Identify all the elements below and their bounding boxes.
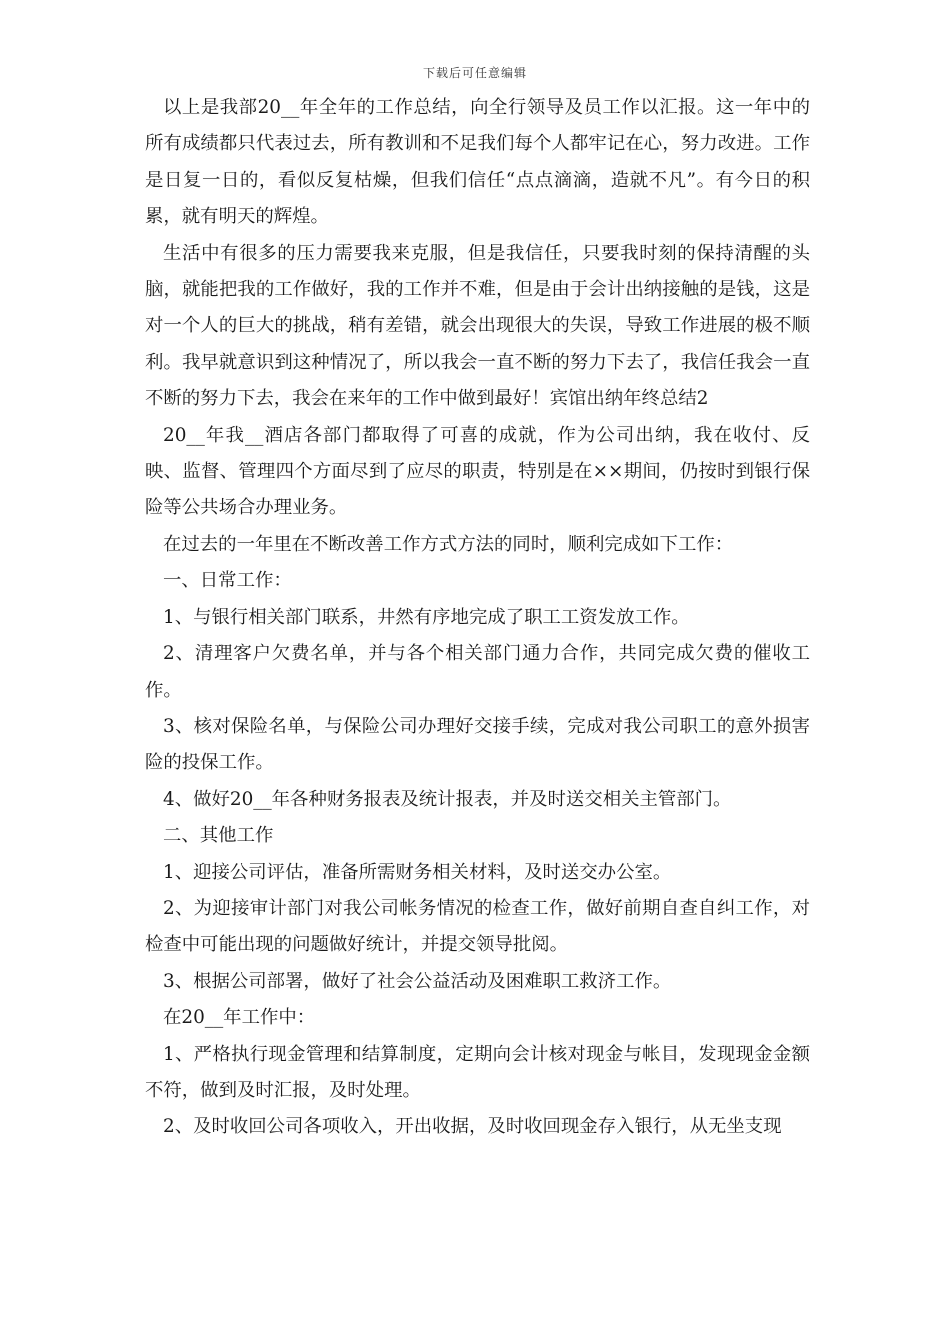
paragraph: 生活中有很多的压力需要我来克服，但是我信任，只要我时刻的保持清醒的头脑，就能把我的工作做好，我的工作并不难，但是由于会计出纳接触的是钱，这是对一个人的巨大的挑战，稍有差错，就会出现很大的失误，导致工作进展的极不顺利。我早就意识到这种情况了，所以我会一直不断的努力下去了，我信任我会一直不断的努力下去，我会在来年的工作中做到最好！宾馆出纳年终总结2 (145, 242, 810, 410)
list-item: 3、根据公司部署，做好了社会公益活动及困难职工救济工作。 (163, 970, 672, 992)
paragraph: 在过去的一年里在不断改善工作方式方法的同时，顺利完成如下工作： (163, 533, 734, 555)
paragraph: 20__年我__酒店各部门都取得了可喜的成就，作为公司出纳，我在收付、反映、监督、管理四个方面尽到了应尽的职责，特别是在××期间，仍按时到银行保险等公共场合办理业务。 (145, 424, 810, 519)
list-item: 4、做好20__年各种财务报表及统计报表，并及时送交相关主管部门。 (163, 788, 732, 810)
list-item: 1、与银行相关部门联系，井然有序地完成了职工工资发放工作。 (163, 606, 690, 628)
list-item: 1、迎接公司评估，准备所需财务相关材料，及时送交办公室。 (163, 861, 672, 883)
list-item: 1、严格执行现金管理和结算制度，定期向会计核对现金与帐目，发现现金金额不符，做到及时汇报，及时处理。 (145, 1043, 810, 1101)
paragraph: 以上是我部20__年全年的工作总结，向全行领导及员工作以汇报。这一年中的所有成绩都只代表过去，所有教训和不足我们每个人都牢记在心，努力改进。工作是日复一日的，看似反复枯燥，但我们信任“点点滴滴，造就不凡”。有今日的积累，就有明天的辉煌。 (145, 97, 810, 228)
list-item: 2、清理客户欠费名单，并与各个相关部门通力合作，共同完成欠费的催收工作。 (145, 643, 810, 701)
section-heading: 二、其他工作 (163, 825, 274, 847)
header-note: 下载后可任意编辑 (422, 66, 527, 80)
list-item: 2、为迎接审计部门对我公司帐务情况的检查工作，做好前期自查自纠工作，对检查中可能出现的问题做好统计，并提交领导批阅。 (145, 897, 810, 956)
list-item: 3、核对保险名单，与保险公司办理好交接手续，完成对我公司职工的意外损害险的投保工作。 (145, 715, 810, 774)
document-body (145, 90, 810, 1146)
section-heading: 一、日常工作： (163, 570, 292, 592)
list-item: 2、及时收回公司各项收入，开出收据，及时收回现金存入银行，从无坐支现 (163, 1116, 782, 1138)
paragraph: 在20__年工作中： (163, 1007, 316, 1029)
